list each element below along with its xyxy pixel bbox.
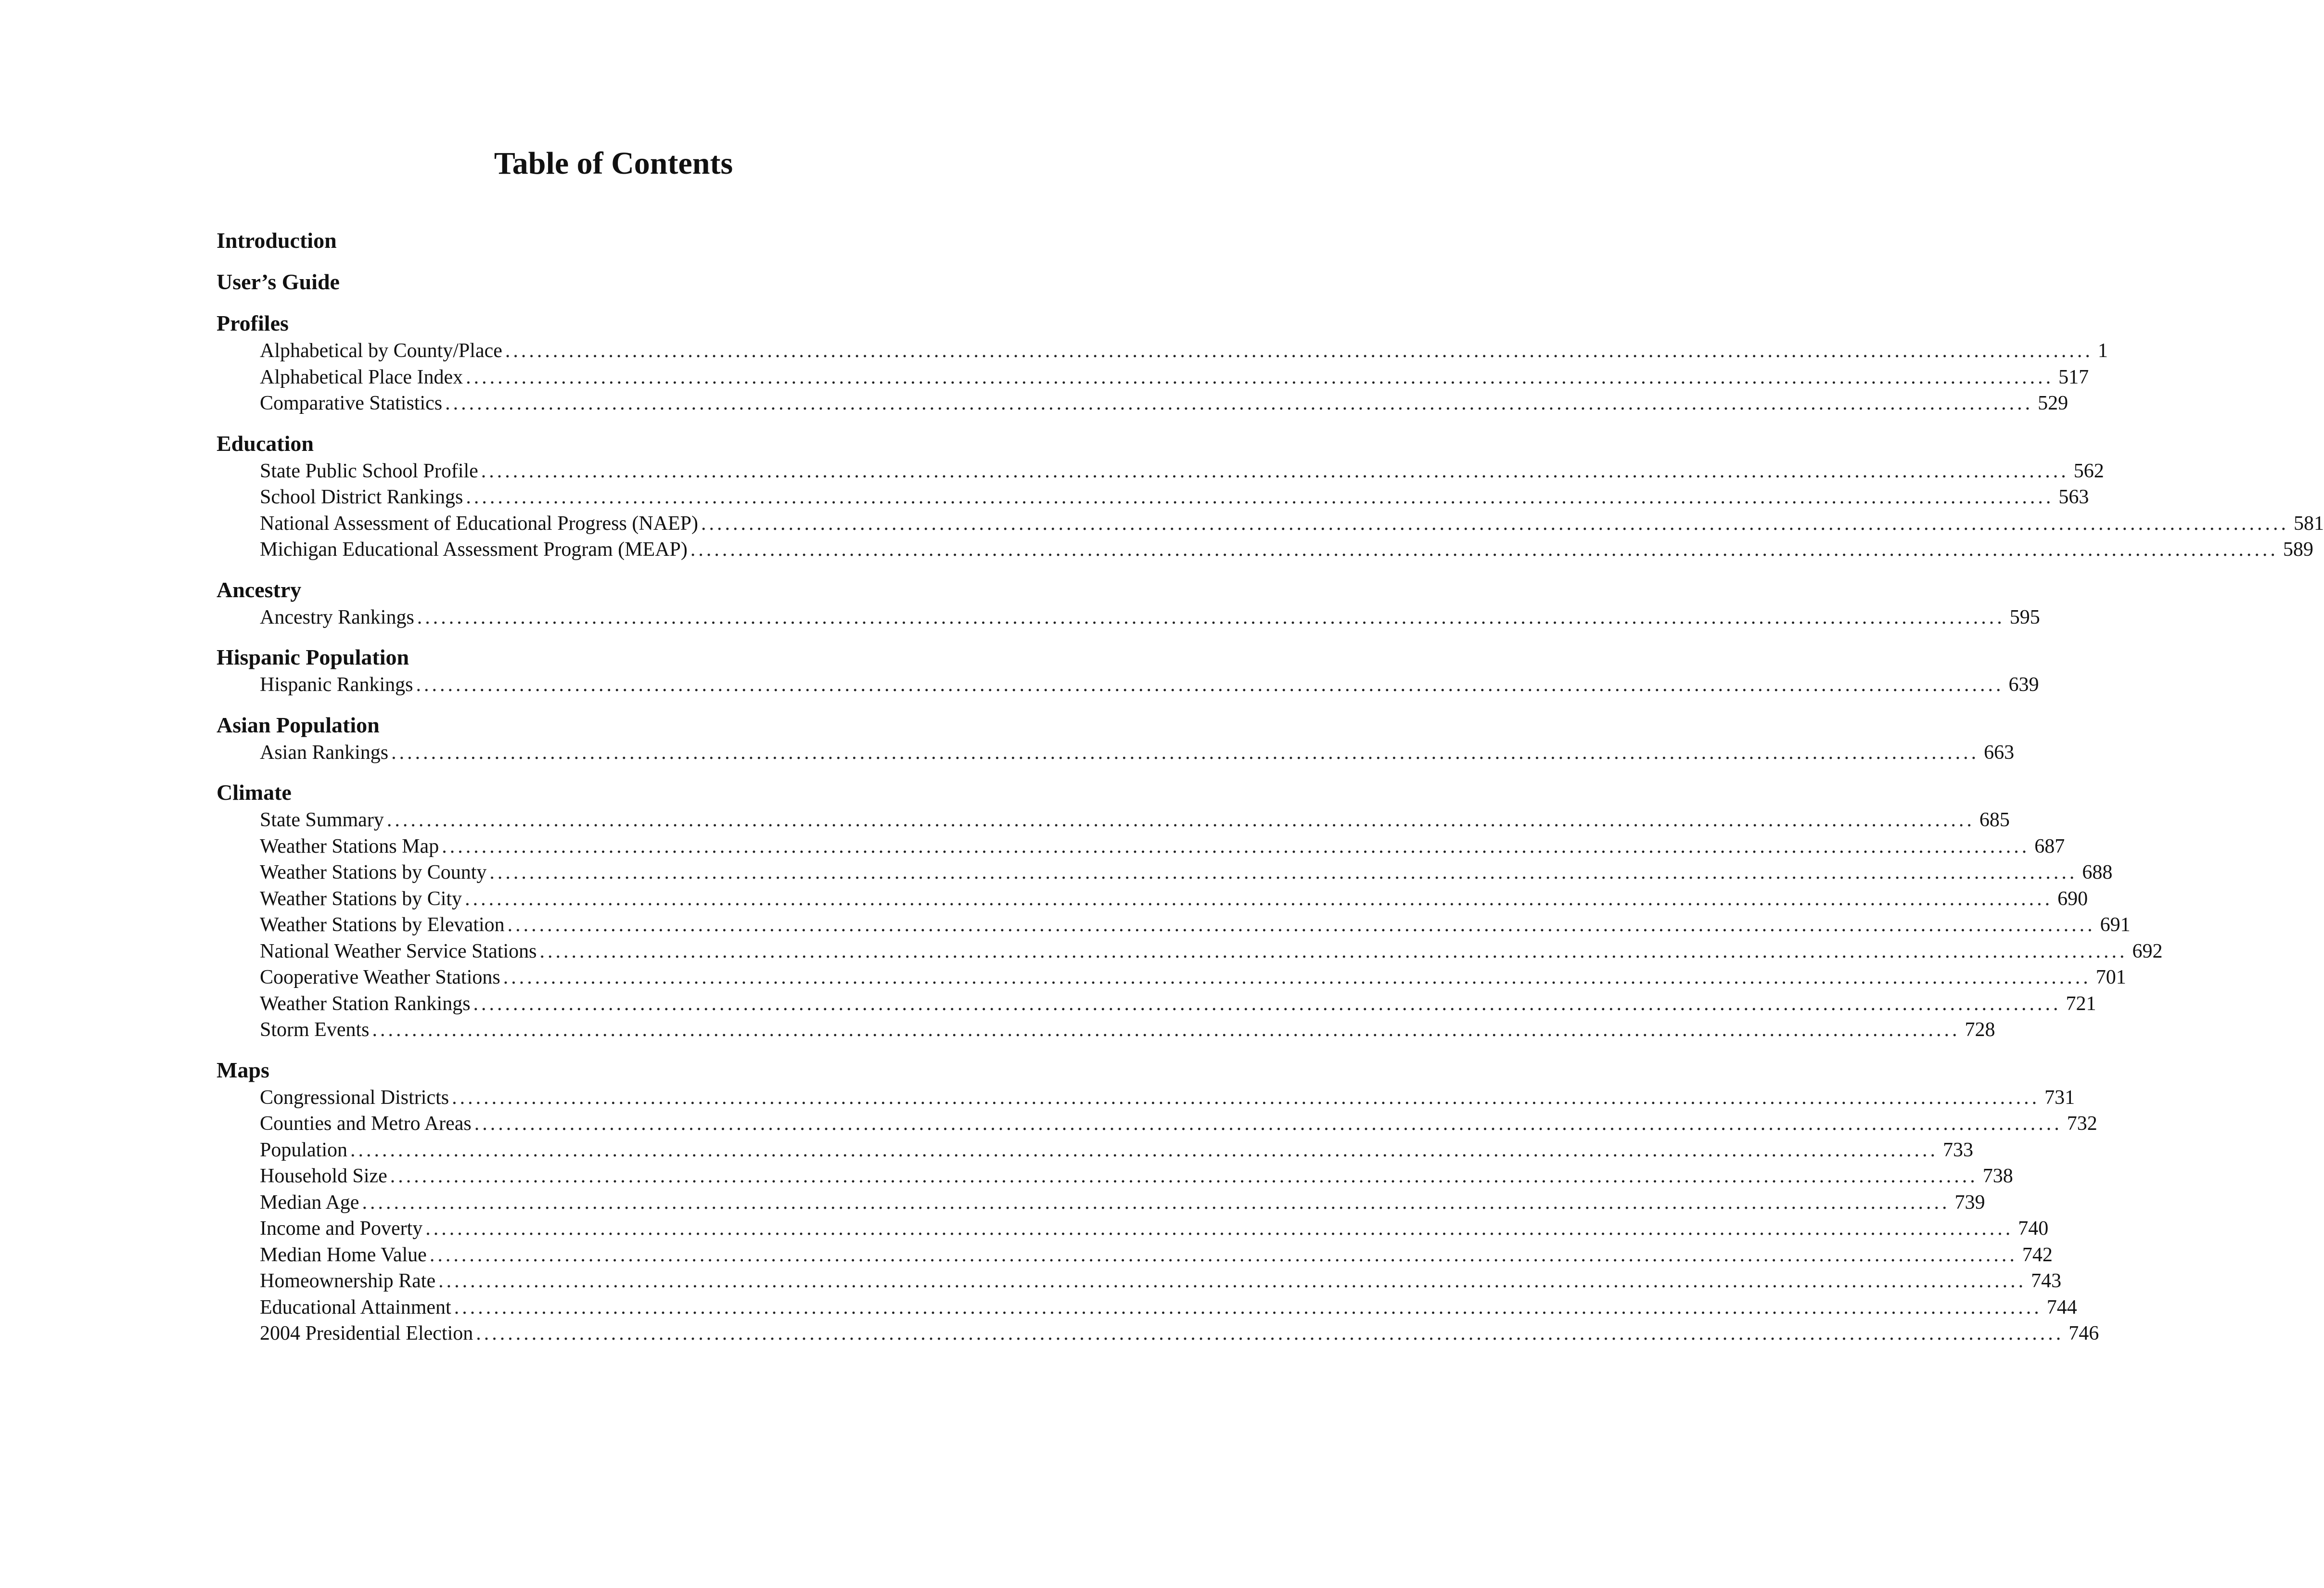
toc-entry-title: Storm Events [260,1019,370,1041]
dot-leader: ........................................................................................................................................................................................................ [452,1086,2040,1109]
toc-entry [217,740,2015,766]
toc-entry-title: National Assessment of Educational Progress (NAEP) [260,512,699,535]
toc-entry [217,458,2104,485]
toc-entry-title: Weather Stations Map [260,835,439,858]
toc-entry-page-number: 732 [2067,1113,2097,1135]
toc-section-education [217,429,2324,563]
toc-entry-page-number: 529 [2038,392,2069,414]
dot-leader: ........................................................................................................................................................................................................ [362,1191,1950,1214]
toc-entry-title: School District Rankings [260,486,463,508]
toc-entry-page-number: 739 [1954,1191,1985,1214]
toc-entry-page-number: 687 [2034,835,2065,858]
toc-entry-title: State Public School Profile [260,460,478,482]
section-heading: Ancestry [217,577,302,602]
dot-leader: ........................................................................................................................................................................................................ [474,1113,2062,1135]
dot-leader: ........................................................................................................................................................................................................ [701,512,2289,535]
dot-leader: ........................................................................................................................................................................................................ [454,1296,2042,1319]
toc-entry-page-number: 563 [2058,486,2089,508]
toc-entry-title: Population [260,1139,348,1161]
toc-section-users-guide [217,268,1008,296]
toc-section-profiles [217,309,2108,417]
toc-entry [217,1163,2013,1190]
toc-entry-list [217,338,2108,417]
toc-entry [217,833,2065,860]
section-heading: Education [217,431,314,456]
toc-entry-page-number: 562 [2073,460,2104,482]
toc-entry-page-number: 728 [1965,1019,1995,1041]
dot-leader: ........................................................................................................................................................................................................ [466,486,2054,508]
dot-leader: ........................................................................................................................................................................................................ [442,835,2030,858]
toc-section-ancestry [217,576,2040,631]
toc-entry [217,1111,2097,1137]
toc-entry-title: Income and Poverty [260,1217,423,1240]
toc-entry-page-number: 692 [2132,940,2163,962]
toc-section-hispanic-population [217,643,2039,698]
toc-entry [217,1294,2077,1321]
toc-entry [217,484,2089,511]
section-heading: Asian Population [217,712,380,737]
toc-entry-page-number: 691 [2100,914,2131,936]
toc-entry [217,1085,2075,1111]
toc-entry [217,1190,1985,1216]
toc-entry-page-number: 738 [1982,1165,2013,1187]
toc-entry-title: Michigan Educational Assessment Program (MEAP) [260,538,688,561]
dot-leader: ........................................................................................................................................................................................................ [391,741,1979,764]
dot-leader: ........................................................................................................................................................................................................ [473,992,2061,1015]
toc-entry [217,1268,2062,1294]
toc-entry [217,1017,1995,1043]
toc-entry-page-number: 589 [2283,538,2313,561]
toc-entry [217,364,2089,391]
toc-entry [217,991,2096,1017]
toc-entry-title: Median Age [260,1191,359,1214]
toc-entry [217,1242,2053,1268]
toc-entry-list [217,740,2015,766]
dot-leader: ........................................................................................................................................................................................................ [425,1217,2014,1240]
toc-entry-page-number: 701 [2095,966,2126,988]
toc-entry-page-number: 639 [2008,674,2039,696]
toc-section-maps [217,1056,2099,1347]
dot-leader: ........................................................................................................................................................................................................ [465,887,2053,910]
toc-entry-page-number: 721 [2066,992,2096,1015]
toc-entry-list [217,1085,2099,1347]
toc-entry [217,886,2088,912]
dot-leader: ........................................................................................................................................................................................................ [476,1322,2064,1345]
dot-leader: ........................................................................................................................................................................................................ [390,1165,1978,1187]
dot-leader: ........................................................................................................................................................................................................ [417,606,2005,628]
toc-entry-title: Weather Stations by County [260,861,487,884]
dot-leader: ........................................................................................................................................................................................................ [372,1019,1960,1041]
toc-entry [217,511,2324,537]
section-heading: Hispanic Population [217,645,409,669]
toc-section-asian-population [217,711,2015,766]
toc-entry [217,938,2163,965]
toc-entry [217,912,2131,938]
toc-entry-list [217,458,2324,563]
toc-entry [217,604,2040,631]
toc-entry-title: Homeownership Rate [260,1270,436,1292]
toc-entry-title: Alphabetical Place Index [260,366,463,388]
toc-entry-title: Weather Stations by City [260,887,462,910]
dot-leader: ........................................................................................................................................................................................................ [466,366,2054,388]
toc-entry-list [217,672,2039,698]
dot-leader: ........................................................................................................................................................................................................ [429,1243,2018,1266]
toc-entry [217,807,2010,833]
toc-entry-title: Congressional Districts [260,1086,449,1109]
section-heading: User’s Guide [217,269,340,294]
toc-entry-title: Asian Rankings [260,741,389,764]
toc-section-climate [217,778,2163,1043]
toc-entry-page-number: 690 [2057,887,2088,910]
dot-leader: ........................................................................................................................................................................................................ [350,1139,1939,1161]
toc-entry [217,1320,2099,1347]
section-heading: Climate [217,780,292,805]
dot-leader: ........................................................................................................................................................................................................ [416,674,2004,696]
toc-entry-title: National Weather Service Stations [260,940,537,962]
toc-entry-page-number: 685 [1979,809,2010,831]
dot-leader: ........................................................................................................................................................................................................ [690,538,2278,561]
toc-entry-page-number: 743 [2031,1270,2062,1292]
toc-entry-page-number: 663 [1984,741,2015,764]
toc-entry [217,672,2039,698]
toc-entry-title: Cooperative Weather Stations [260,966,500,988]
toc-entry-page-number: 733 [1943,1139,1974,1161]
toc-section-introduction [217,226,1008,255]
toc-entry-title: Comparative Statistics [260,392,443,414]
section-heading: Maps [217,1057,269,1082]
toc-entry-title: Hispanic Rankings [260,674,413,696]
dot-leader: ........................................................................................................................................................................................................ [503,966,2091,988]
toc-entry-page-number: 740 [2018,1217,2049,1240]
toc-entry-list [217,807,2163,1043]
toc-entry [217,1137,1974,1164]
toc-entry-title: Ancestry Rankings [260,606,414,628]
toc-entry-title: Weather Station Rankings [260,992,471,1015]
toc-entry-title: 2004 Presidential Election [260,1322,473,1345]
toc-entry [217,338,2108,364]
toc-entry [217,390,2069,417]
toc-entry-page-number: 1 [2097,340,2108,362]
toc-entry [217,1216,2049,1242]
toc-entry-title: Weather Stations by Elevation [260,914,505,936]
toc-entry-page-number: 688 [2082,861,2113,884]
dot-leader: ........................................................................................................................................................................................................ [481,460,2069,482]
dot-leader: ........................................................................................................................................................................................................ [386,809,1975,831]
toc-entry-title: Counties and Metro Areas [260,1113,472,1135]
toc-entry-page-number: 517 [2058,366,2089,388]
dot-leader: ........................................................................................................................................................................................................ [505,340,2093,362]
toc-entry-title: Household Size [260,1165,387,1187]
toc-entry-list [217,604,2040,631]
toc-entry-title: Educational Attainment [260,1296,451,1319]
toc-entry-page-number: 744 [2046,1296,2077,1319]
page-title: Table of Contents [494,146,733,181]
toc-entry-page-number: 742 [2022,1243,2053,1266]
toc-entry [217,964,2126,991]
table-of-contents [217,226,2324,1359]
toc-entry-page-number: 595 [2009,606,2040,628]
toc-entry-page-number: 581 [2294,512,2324,535]
dot-leader: ........................................................................................................................................................................................................ [489,861,2078,884]
dot-leader: ........................................................................................................................................................................................................ [539,940,2128,962]
toc-entry [217,859,2113,886]
toc-entry-title: Alphabetical by County/Place [260,340,502,362]
toc-entry-title: State Summary [260,809,384,831]
toc-entry [217,537,2313,563]
section-heading: Profiles [217,311,289,335]
section-heading: Introduction [217,228,337,253]
toc-entry-title: Median Home Value [260,1243,427,1266]
toc-entry-page-number: 746 [2069,1322,2099,1345]
dot-leader: ........................................................................................................................................................................................................ [438,1270,2027,1292]
toc-entry-page-number: 731 [2044,1086,2075,1109]
dot-leader: ........................................................................................................................................................................................................ [445,392,2033,414]
dot-leader: ........................................................................................................................................................................................................ [507,914,2095,936]
